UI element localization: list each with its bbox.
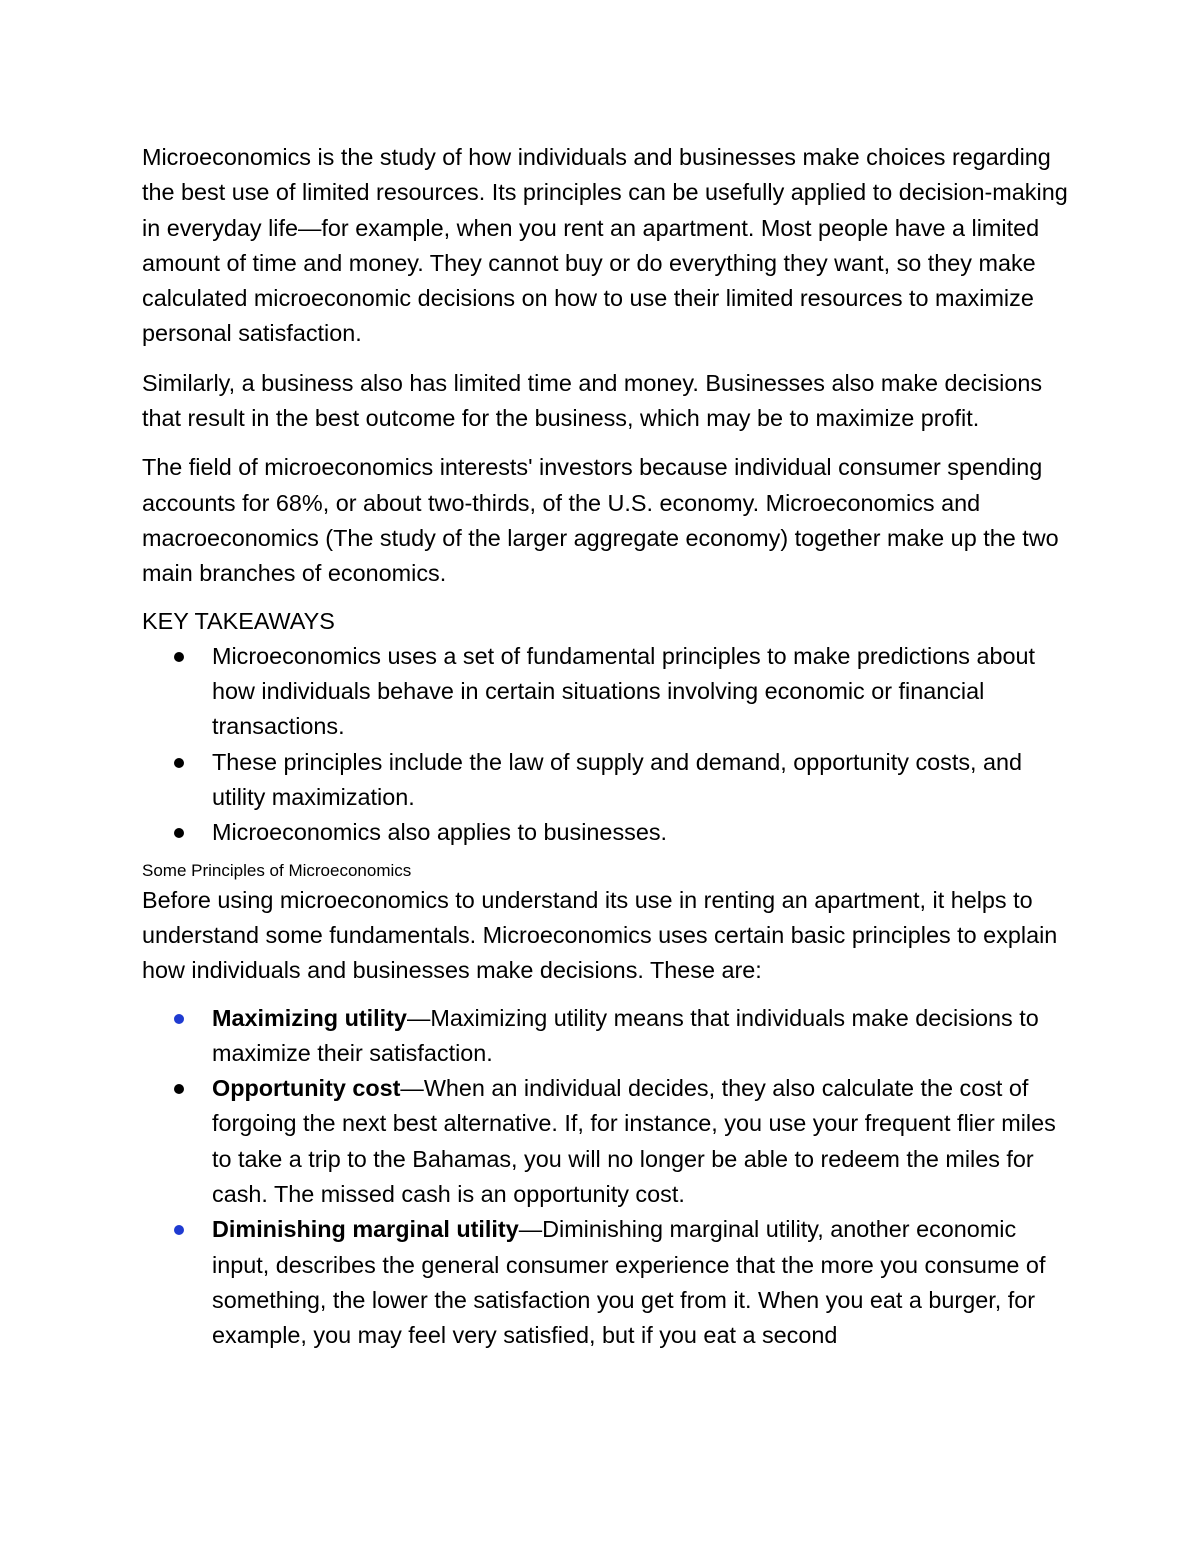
investors-paragraph: The field of microeconomics interests' investors because individual consumer spending accounts for 68%, or about two-thirds, of the U.S. economy. Microeconomics and macroeconomics (The study of the larger aggregate economy) together make up the two main branches of economics. bbox=[142, 454, 1059, 587]
document-page bbox=[142, 140, 1072, 1362]
bullet-icon bbox=[174, 758, 184, 768]
bullet-icon bbox=[174, 1014, 184, 1024]
bullet-icon bbox=[174, 1084, 184, 1094]
list-item bbox=[142, 1001, 1072, 1072]
term-description: —Maximizing utility means that individuals make decisions to maximize their satisfaction. bbox=[212, 1004, 1039, 1066]
section-heading: Some Principles of Microeconomics bbox=[142, 860, 412, 880]
list-item-text: Microeconomics also applies to businesses. bbox=[212, 819, 668, 846]
bullet-icon bbox=[174, 652, 184, 662]
term-description: —Diminishing marginal utility, another economic input, describes the general consumer experience that the more you consume of something, the lower the satisfaction you get from it. When you eat a burger, for example, you may feel very satisfied, but if you eat a second bbox=[212, 1216, 1046, 1349]
business-paragraph: Similarly, a business also has limited time and money. Businesses also make decisions that result in the best outcome for the business, which may be to maximize profit. bbox=[142, 369, 1043, 432]
list-item bbox=[142, 1071, 1072, 1212]
intro-paragraph: Microeconomics is the study of how individuals and businesses make choices regarding the best use of limited resources. Its principles can be usefully applied to decision-making in everyday life—for example, when you rent an apartment. Most people have a limited amount of time and money. They cannot buy or do everything they want, so they make calculated microeconomic decisions on how to use their limited resources to maximize personal satisfaction. bbox=[142, 144, 1068, 347]
bullet-icon bbox=[174, 828, 184, 838]
bullet-icon bbox=[174, 1225, 184, 1235]
key-takeaways-title: KEY TAKEAWAYS bbox=[142, 607, 335, 634]
list-item bbox=[142, 1212, 1072, 1353]
key-takeaways-list bbox=[142, 639, 1072, 851]
term-label: Opportunity cost bbox=[212, 1075, 401, 1102]
list-item bbox=[142, 815, 1072, 850]
list-item-text: Microeconomics uses a set of fundamental principles to make predictions about how individuals behave in certain situations involving economic or financial transactions. bbox=[212, 642, 1035, 740]
term-label: Diminishing marginal utility bbox=[212, 1216, 519, 1243]
principles-list bbox=[142, 1001, 1072, 1354]
list-item-text: These principles include the law of supply and demand, opportunity costs, and utility maximization. bbox=[212, 748, 1023, 811]
list-item bbox=[142, 745, 1072, 816]
list-item bbox=[142, 639, 1072, 745]
term-label: Maximizing utility bbox=[212, 1004, 407, 1031]
term-description: —When an individual decides, they also calculate the cost of forgoing the next best alternative. If, for instance, you use your frequent flier miles to take a trip to the Bahamas, you will no longer be able to redeem the miles for cash. The missed cash is an opportunity cost. bbox=[212, 1075, 1056, 1208]
principles-intro: Before using microeconomics to understand its use in renting an apartment, it helps to understand some fundamentals. Microeconomics uses certain basic principles to explain how individuals and businesses make decisions. These are: bbox=[142, 886, 1058, 984]
